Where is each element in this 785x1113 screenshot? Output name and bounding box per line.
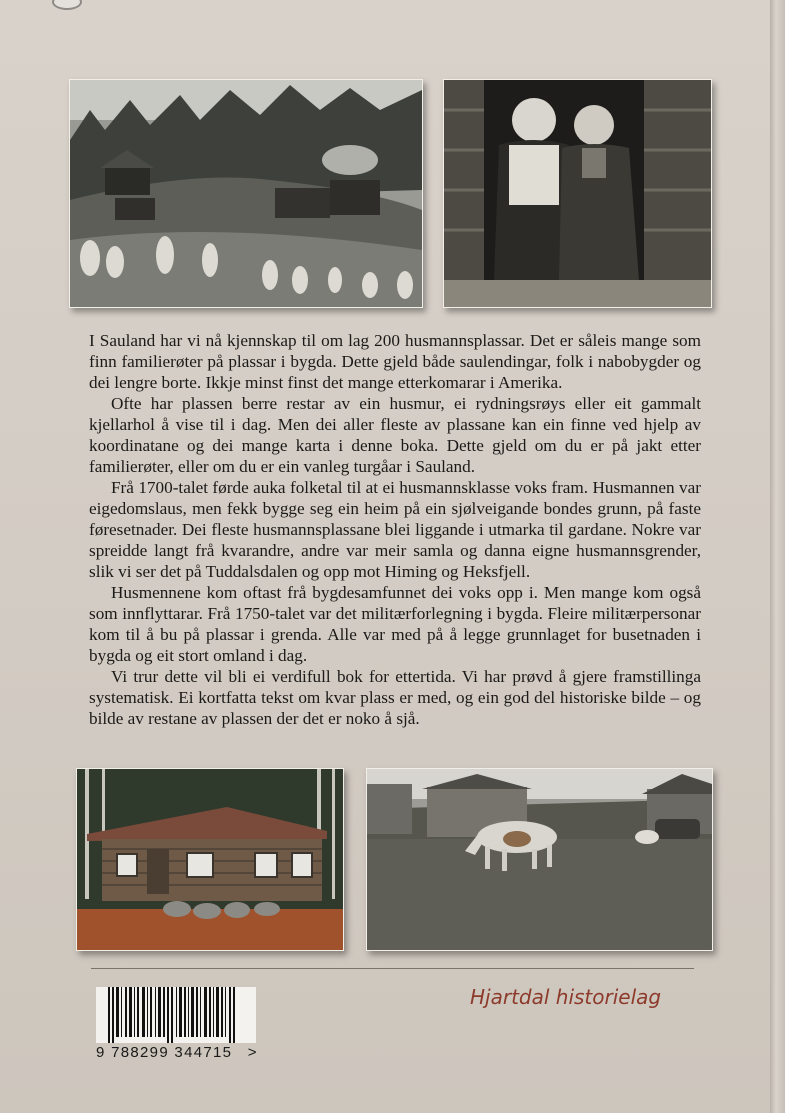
paragraph-4: Husmennene kom oftast frå bygdesamfunnet dei voks opp i. Men mange kom også som innflyttarar. Frå 1750-talet var det militærforlegning i bygda. Fleire militærpersonar kom til å bu på plassar i grenda. Alle var med på å legge grunnlaget for busetnaden i bygda og eit stort omland i dag.	[89, 583, 701, 665]
photo-hillside-farm	[69, 79, 423, 308]
isbn-quiet-zone-arrow: >	[247, 1044, 258, 1061]
paragraph-5: Vi trur dette vil bli ei verdifull bok for ettertida. Vi har prøvd å gjere framstillinga systematisk. Ei kortfatta tekst om kvar plass er med, og ein god del historiske bilde – og bilde av restane av plassen der det er noko å sjå.	[89, 667, 701, 728]
photo-log-cabin	[76, 768, 344, 951]
paragraph-3: Frå 1700-talet førde auka folketal til at ei husmannsklasse voks fram. Husmannen var eigedomslaus, men fekk bygge seg ein heim på ein sjølveigande bondes grunn, på faste føresetnader. Dei fleste husmannsplassane blei liggande i utmarka til gardane. Nokre var spreidde langt frå kvarandre, andre var meir samla og danna eigne husmannsgrender, slik vi ser det på Tuddalsdalen og opp mot Himing og Heksfjell.	[89, 478, 701, 581]
isbn-digits-text: 9 788299 344715	[96, 1044, 233, 1061]
book-edge	[770, 0, 785, 1113]
back-cover-blurb	[89, 330, 701, 729]
photo-grazing-cow	[366, 768, 713, 951]
photo-two-children	[443, 79, 712, 308]
paragraph-2: Ofte har plassen berre restar av ein husmur, ei rydningsrøys eller eit gammalt kjellarhol å vise til i dag. Men dei aller fleste av plassane kan ein finne ved hjelp av koordinatane og dei mange karta i denne boka. Dette gjeld om du er på jakt etter familierøter, eller om du er ein vanleg turgåar i Sauland.	[89, 394, 701, 476]
isbn-number	[96, 1044, 258, 1061]
divider-line	[91, 968, 694, 969]
binder-clip	[52, 0, 82, 10]
publisher-name: Hjartdal historielag	[470, 985, 662, 1009]
paragraph-1: I Sauland har vi nå kjennskap til om lag 200 husmannsplassar. Det er såleis mange som finn familierøter på plassar i bygda. Dette gjeld både saulendingar, folk i nabobygder og dei lengre borte. Ikkje minst finst det mange etterkomarar i Amerika.	[89, 331, 701, 392]
